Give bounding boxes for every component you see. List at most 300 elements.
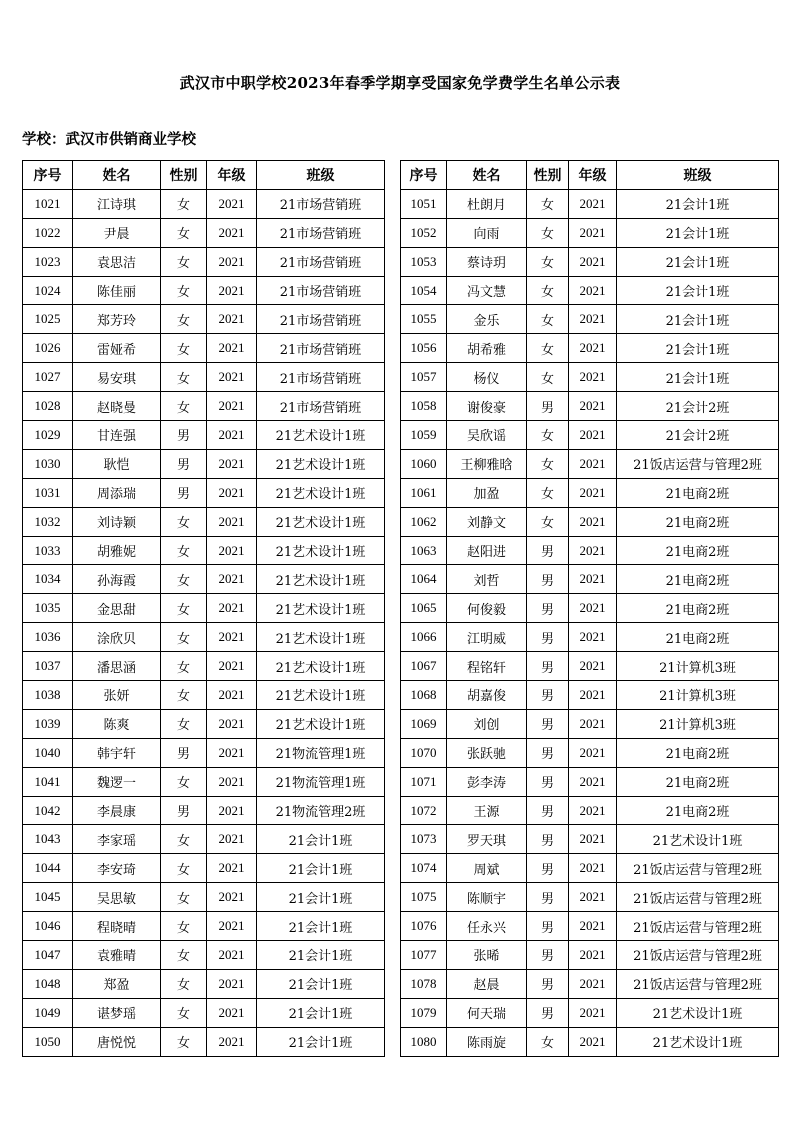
cell-gender: 男	[527, 796, 569, 825]
cell-name: 刘创	[447, 709, 527, 738]
cell-class: 21市场营销班	[257, 334, 385, 363]
cell-class: 21物流管理2班	[257, 796, 385, 825]
cell-name: 易安琪	[73, 363, 161, 392]
cell-gender: 女	[161, 998, 207, 1027]
cell-name: 程铭轩	[447, 652, 527, 681]
cell-class: 21艺术设计1班	[257, 623, 385, 652]
cell-class: 21会计2班	[617, 421, 779, 450]
cell-seq: 1054	[401, 276, 447, 305]
cell-grade: 2021	[569, 681, 617, 710]
header-seq: 序号	[23, 161, 73, 190]
cell-gender: 女	[161, 652, 207, 681]
cell-class: 21市场营销班	[257, 392, 385, 421]
cell-class: 21会计1班	[257, 998, 385, 1027]
cell-seq: 1051	[401, 189, 447, 218]
cell-gender: 男	[527, 912, 569, 941]
cell-class: 21艺术设计1班	[257, 681, 385, 710]
cell-name: 向雨	[447, 218, 527, 247]
cell-grade: 2021	[569, 941, 617, 970]
cell-seq: 1032	[23, 507, 73, 536]
cell-seq: 1062	[401, 507, 447, 536]
cell-grade: 2021	[569, 449, 617, 478]
cell-name: 吴欣谣	[447, 421, 527, 450]
cell-name: 甘连强	[73, 421, 161, 450]
cell-grade: 2021	[207, 218, 257, 247]
table-row	[23, 941, 385, 970]
cell-gender: 女	[527, 189, 569, 218]
cell-seq: 1026	[23, 334, 73, 363]
cell-grade: 2021	[207, 623, 257, 652]
cell-name: 任永兴	[447, 912, 527, 941]
cell-name: 唐悦悦	[73, 1027, 161, 1056]
cell-seq: 1080	[401, 1027, 447, 1056]
cell-class: 21市场营销班	[257, 189, 385, 218]
cell-seq: 1065	[401, 594, 447, 623]
table-row	[401, 363, 779, 392]
table-row	[23, 681, 385, 710]
cell-name: 耿恺	[73, 449, 161, 478]
cell-class: 21艺术设计1班	[257, 449, 385, 478]
cell-class: 21艺术设计1班	[257, 478, 385, 507]
cell-class: 21会计1班	[257, 883, 385, 912]
table-row	[23, 421, 385, 450]
cell-seq: 1053	[401, 247, 447, 276]
cell-name: 陈佳丽	[73, 276, 161, 305]
cell-gender: 女	[161, 305, 207, 334]
cell-class: 21市场营销班	[257, 247, 385, 276]
cell-seq: 1034	[23, 565, 73, 594]
cell-seq: 1036	[23, 623, 73, 652]
cell-seq: 1064	[401, 565, 447, 594]
cell-seq: 1037	[23, 652, 73, 681]
cell-gender: 男	[527, 767, 569, 796]
cell-grade: 2021	[569, 998, 617, 1027]
cell-name: 吴思敏	[73, 883, 161, 912]
cell-name: 潘思涵	[73, 652, 161, 681]
table-row	[401, 594, 779, 623]
cell-class: 21饭店运营与管理2班	[617, 883, 779, 912]
table-row	[401, 709, 779, 738]
table-row	[23, 565, 385, 594]
table-row	[23, 854, 385, 883]
cell-seq: 1049	[23, 998, 73, 1027]
table-row	[23, 883, 385, 912]
cell-name: 加盈	[447, 478, 527, 507]
cell-class: 21市场营销班	[257, 276, 385, 305]
cell-seq: 1044	[23, 854, 73, 883]
cell-grade: 2021	[207, 334, 257, 363]
cell-grade: 2021	[207, 276, 257, 305]
table-row	[401, 796, 779, 825]
cell-gender: 女	[527, 1027, 569, 1056]
cell-class: 21饭店运营与管理2班	[617, 941, 779, 970]
cell-class: 21会计1班	[257, 969, 385, 998]
cell-class: 21电商2班	[617, 478, 779, 507]
cell-seq: 1057	[401, 363, 447, 392]
cell-name: 王源	[447, 796, 527, 825]
table-row	[401, 1027, 779, 1056]
table-row	[23, 709, 385, 738]
cell-name: 金思甜	[73, 594, 161, 623]
cell-name: 何天瑞	[447, 998, 527, 1027]
cell-grade: 2021	[207, 738, 257, 767]
cell-name: 周添瑞	[73, 478, 161, 507]
cell-gender: 女	[161, 276, 207, 305]
cell-name: 赵阳进	[447, 536, 527, 565]
cell-gender: 女	[527, 421, 569, 450]
cell-grade: 2021	[207, 247, 257, 276]
cell-class: 21饭店运营与管理2班	[617, 969, 779, 998]
cell-class: 21市场营销班	[257, 363, 385, 392]
cell-name: 韩宇轩	[73, 738, 161, 767]
cell-grade: 2021	[569, 767, 617, 796]
cell-grade: 2021	[569, 189, 617, 218]
cell-class: 21会计1班	[257, 912, 385, 941]
table-row	[401, 825, 779, 854]
cell-seq: 1043	[23, 825, 73, 854]
cell-seq: 1029	[23, 421, 73, 450]
cell-grade: 2021	[207, 478, 257, 507]
cell-grade: 2021	[569, 507, 617, 536]
cell-name: 张妍	[73, 681, 161, 710]
cell-grade: 2021	[569, 478, 617, 507]
table-row	[401, 218, 779, 247]
table-row	[401, 478, 779, 507]
cell-grade: 2021	[569, 218, 617, 247]
cell-gender: 女	[161, 247, 207, 276]
cell-class: 21电商2班	[617, 767, 779, 796]
cell-class: 21电商2班	[617, 796, 779, 825]
cell-gender: 女	[161, 594, 207, 623]
cell-gender: 女	[161, 623, 207, 652]
cell-gender: 女	[527, 218, 569, 247]
cell-name: 江明威	[447, 623, 527, 652]
cell-name: 尹晨	[73, 218, 161, 247]
cell-class: 21电商2班	[617, 507, 779, 536]
cell-gender: 女	[161, 941, 207, 970]
cell-gender: 女	[161, 681, 207, 710]
cell-gender: 女	[527, 507, 569, 536]
cell-name: 蔡诗玥	[447, 247, 527, 276]
cell-name: 李家瑶	[73, 825, 161, 854]
cell-gender: 女	[161, 767, 207, 796]
table-row	[23, 969, 385, 998]
cell-name: 胡雅妮	[73, 536, 161, 565]
table-row	[401, 507, 779, 536]
cell-grade: 2021	[207, 363, 257, 392]
cell-seq: 1047	[23, 941, 73, 970]
cell-grade: 2021	[207, 969, 257, 998]
cell-grade: 2021	[569, 825, 617, 854]
cell-grade: 2021	[207, 189, 257, 218]
cell-seq: 1074	[401, 854, 447, 883]
table-row	[23, 738, 385, 767]
header-gender: 性别	[527, 161, 569, 190]
cell-seq: 1066	[401, 623, 447, 652]
cell-seq: 1046	[23, 912, 73, 941]
cell-name: 李安琦	[73, 854, 161, 883]
cell-grade: 2021	[207, 652, 257, 681]
cell-gender: 女	[161, 189, 207, 218]
cell-class: 21艺术设计1班	[257, 565, 385, 594]
table-row	[401, 189, 779, 218]
cell-gender: 男	[527, 738, 569, 767]
cell-name: 魏逻一	[73, 767, 161, 796]
cell-seq: 1045	[23, 883, 73, 912]
table-row	[401, 276, 779, 305]
cell-class: 21会计1班	[617, 218, 779, 247]
cell-class: 21计算机3班	[617, 709, 779, 738]
cell-name: 王柳雅晗	[447, 449, 527, 478]
cell-grade: 2021	[207, 998, 257, 1027]
table-row	[401, 334, 779, 363]
cell-seq: 1030	[23, 449, 73, 478]
cell-class: 21会计1班	[617, 247, 779, 276]
cell-class: 21艺术设计1班	[257, 507, 385, 536]
cell-seq: 1033	[23, 536, 73, 565]
cell-name: 陈雨旋	[447, 1027, 527, 1056]
cell-grade: 2021	[569, 652, 617, 681]
cell-seq: 1061	[401, 478, 447, 507]
cell-gender: 女	[161, 709, 207, 738]
table-row	[401, 449, 779, 478]
cell-gender: 女	[161, 507, 207, 536]
cell-grade: 2021	[207, 854, 257, 883]
table-row	[401, 421, 779, 450]
table-row	[23, 305, 385, 334]
cell-name: 程晓晴	[73, 912, 161, 941]
table-row	[401, 738, 779, 767]
cell-gender: 女	[161, 392, 207, 421]
cell-gender: 女	[161, 912, 207, 941]
header-seq: 序号	[401, 161, 447, 190]
cell-gender: 男	[527, 941, 569, 970]
table-row	[23, 825, 385, 854]
cell-seq: 1023	[23, 247, 73, 276]
cell-gender: 男	[527, 709, 569, 738]
cell-grade: 2021	[207, 709, 257, 738]
table-row	[401, 912, 779, 941]
cell-class: 21饭店运营与管理2班	[617, 854, 779, 883]
cell-seq: 1069	[401, 709, 447, 738]
cell-gender: 女	[527, 247, 569, 276]
cell-grade: 2021	[207, 507, 257, 536]
cell-grade: 2021	[207, 565, 257, 594]
cell-seq: 1025	[23, 305, 73, 334]
table-row	[23, 507, 385, 536]
cell-seq: 1040	[23, 738, 73, 767]
cell-class: 21会计1班	[617, 276, 779, 305]
cell-class: 21电商2班	[617, 594, 779, 623]
cell-class: 21会计1班	[617, 305, 779, 334]
header-grade: 年级	[569, 161, 617, 190]
cell-class: 21物流管理1班	[257, 767, 385, 796]
cell-name: 谢俊豪	[447, 392, 527, 421]
cell-gender: 女	[161, 363, 207, 392]
table-row	[401, 247, 779, 276]
cell-seq: 1072	[401, 796, 447, 825]
table-row	[23, 449, 385, 478]
cell-class: 21会计1班	[617, 189, 779, 218]
cell-name: 涂欣贝	[73, 623, 161, 652]
cell-class: 21会计1班	[257, 854, 385, 883]
cell-seq: 1052	[401, 218, 447, 247]
cell-gender: 男	[161, 738, 207, 767]
cell-gender: 女	[527, 478, 569, 507]
cell-name: 金乐	[447, 305, 527, 334]
cell-seq: 1071	[401, 767, 447, 796]
cell-seq: 1038	[23, 681, 73, 710]
table-row	[401, 941, 779, 970]
cell-grade: 2021	[207, 883, 257, 912]
header-name: 姓名	[447, 161, 527, 190]
cell-class: 21会计1班	[257, 1027, 385, 1056]
cell-name: 罗天琪	[447, 825, 527, 854]
table-row	[23, 623, 385, 652]
cell-grade: 2021	[569, 594, 617, 623]
cell-seq: 1021	[23, 189, 73, 218]
table-row	[23, 594, 385, 623]
cell-seq: 1077	[401, 941, 447, 970]
cell-name: 胡嘉俊	[447, 681, 527, 710]
cell-class: 21计算机3班	[617, 652, 779, 681]
cell-class: 21电商2班	[617, 536, 779, 565]
cell-grade: 2021	[569, 363, 617, 392]
cell-gender: 男	[527, 536, 569, 565]
cell-gender: 男	[527, 565, 569, 594]
table-row	[401, 681, 779, 710]
cell-name: 郑芳玲	[73, 305, 161, 334]
cell-name: 杜朗月	[447, 189, 527, 218]
cell-grade: 2021	[207, 912, 257, 941]
cell-class: 21饭店运营与管理2班	[617, 449, 779, 478]
cell-seq: 1055	[401, 305, 447, 334]
table-row	[401, 536, 779, 565]
cell-grade: 2021	[569, 709, 617, 738]
table-row	[401, 652, 779, 681]
cell-grade: 2021	[207, 449, 257, 478]
cell-seq: 1050	[23, 1027, 73, 1056]
cell-name: 郑盈	[73, 969, 161, 998]
cell-class: 21艺术设计1班	[617, 1027, 779, 1056]
cell-name: 袁思洁	[73, 247, 161, 276]
table-row	[401, 969, 779, 998]
cell-seq: 1058	[401, 392, 447, 421]
cell-grade: 2021	[569, 738, 617, 767]
cell-grade: 2021	[569, 247, 617, 276]
cell-class: 21会计2班	[617, 392, 779, 421]
cell-class: 21艺术设计1班	[617, 825, 779, 854]
cell-gender: 女	[527, 305, 569, 334]
cell-name: 刘哲	[447, 565, 527, 594]
cell-seq: 1048	[23, 969, 73, 998]
cell-grade: 2021	[207, 392, 257, 421]
cell-gender: 女	[527, 449, 569, 478]
cell-name: 刘诗颖	[73, 507, 161, 536]
cell-seq: 1067	[401, 652, 447, 681]
cell-name: 杨仪	[447, 363, 527, 392]
header-class: 班级	[617, 161, 779, 190]
cell-class: 21艺术设计1班	[257, 421, 385, 450]
cell-seq: 1027	[23, 363, 73, 392]
cell-grade: 2021	[569, 536, 617, 565]
cell-gender: 男	[527, 623, 569, 652]
cell-name: 李晨康	[73, 796, 161, 825]
page-title: 武汉市中职学校2023年春季学期享受国家免学费学生名单公示表	[179, 74, 621, 92]
cell-grade: 2021	[569, 1027, 617, 1056]
cell-gender: 男	[527, 392, 569, 421]
table-row	[23, 478, 385, 507]
cell-seq: 1073	[401, 825, 447, 854]
table-header-row	[401, 161, 779, 190]
cell-grade: 2021	[569, 883, 617, 912]
cell-grade: 2021	[207, 825, 257, 854]
table-row	[23, 218, 385, 247]
cell-name: 刘静文	[447, 507, 527, 536]
cell-name: 孙海霞	[73, 565, 161, 594]
cell-seq: 1068	[401, 681, 447, 710]
cell-class: 21会计1班	[617, 334, 779, 363]
cell-name: 陈顺宇	[447, 883, 527, 912]
table-row	[401, 883, 779, 912]
table-header-row	[23, 161, 385, 190]
cell-name: 陈爽	[73, 709, 161, 738]
cell-grade: 2021	[207, 594, 257, 623]
cell-class: 21艺术设计1班	[257, 536, 385, 565]
cell-name: 赵晨	[447, 969, 527, 998]
cell-gender: 男	[527, 681, 569, 710]
table-row	[23, 334, 385, 363]
cell-name: 袁雅晴	[73, 941, 161, 970]
cell-gender: 男	[527, 825, 569, 854]
cell-name: 何俊毅	[447, 594, 527, 623]
cell-name: 赵晓曼	[73, 392, 161, 421]
cell-gender: 女	[161, 969, 207, 998]
cell-gender: 男	[161, 421, 207, 450]
cell-gender: 男	[161, 478, 207, 507]
cell-seq: 1079	[401, 998, 447, 1027]
table-row	[23, 912, 385, 941]
header-gender: 性别	[161, 161, 207, 190]
cell-name: 胡希雅	[447, 334, 527, 363]
cell-grade: 2021	[569, 565, 617, 594]
table-row	[23, 1027, 385, 1056]
cell-gender: 女	[161, 565, 207, 594]
cell-class: 21市场营销班	[257, 305, 385, 334]
table-row	[401, 998, 779, 1027]
cell-seq: 1039	[23, 709, 73, 738]
student-table-left	[22, 160, 385, 1057]
table-row	[401, 623, 779, 652]
student-table-right	[400, 160, 779, 1057]
cell-gender: 男	[527, 854, 569, 883]
cell-seq: 1056	[401, 334, 447, 363]
cell-name: 谌梦瑶	[73, 998, 161, 1027]
cell-gender: 男	[527, 594, 569, 623]
cell-grade: 2021	[569, 305, 617, 334]
cell-grade: 2021	[207, 941, 257, 970]
cell-class: 21会计1班	[257, 941, 385, 970]
school-name: 学校：武汉市供销商业学校	[22, 131, 196, 148]
cell-seq: 1028	[23, 392, 73, 421]
table-row	[23, 363, 385, 392]
cell-name: 周斌	[447, 854, 527, 883]
cell-seq: 1070	[401, 738, 447, 767]
header-class: 班级	[257, 161, 385, 190]
table-row	[23, 652, 385, 681]
cell-class: 21物流管理1班	[257, 738, 385, 767]
cell-class: 21计算机3班	[617, 681, 779, 710]
